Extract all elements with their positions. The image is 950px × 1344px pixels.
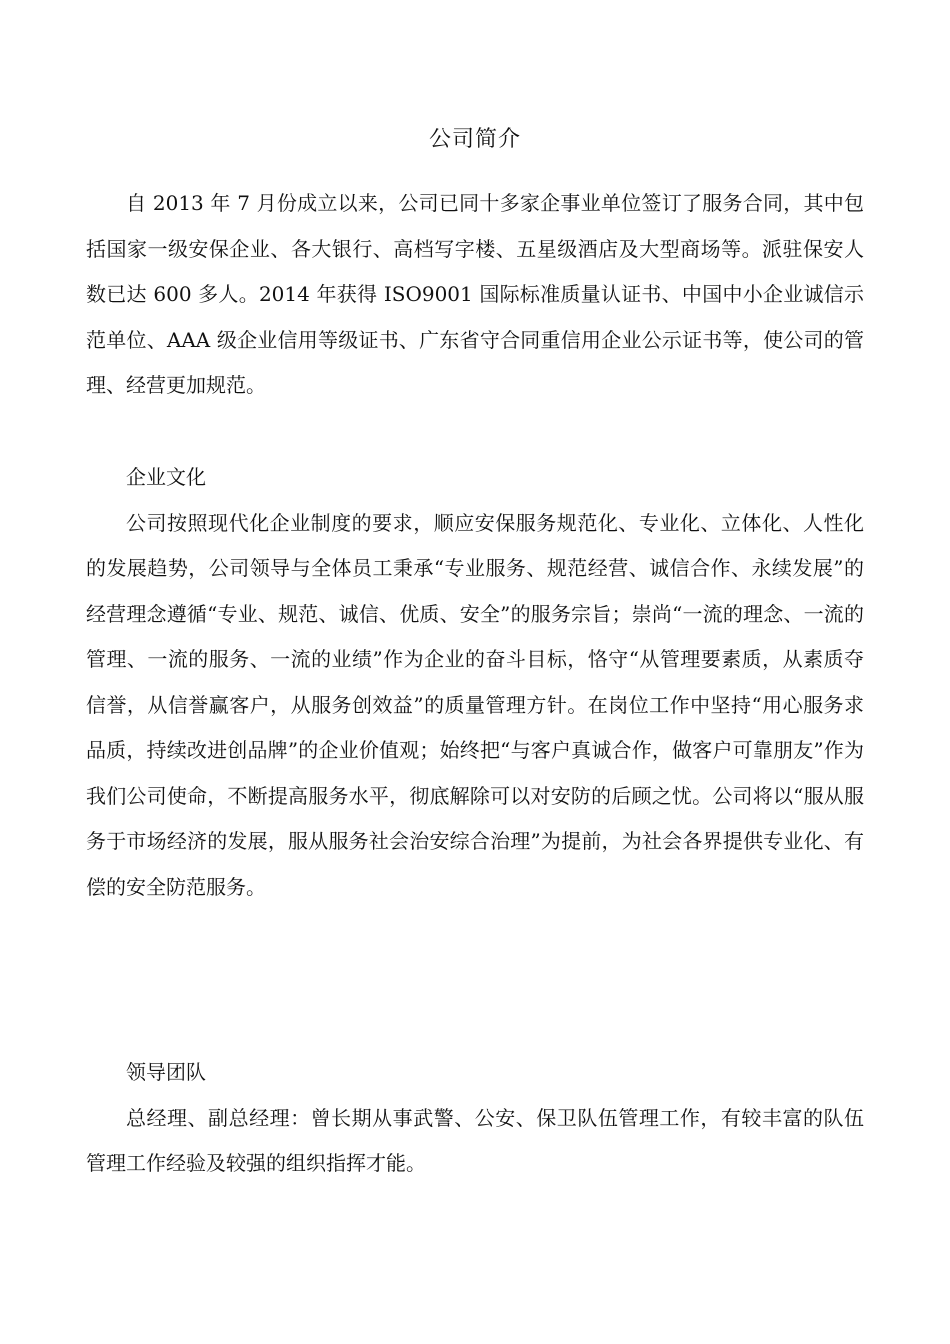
intro-section <box>86 181 864 409</box>
culture-paragraph: 公司按照现代化企业制度的要求，顺应安保服务规范化、专业化、立体化、人性化的发展趋势，公司领导与全体员工秉承“专业服务、规范经营、诚信合作、永续发展”的经营理念遵循“专业、规范、诚信、优质、安全”的服务宗旨；崇尚“一流的理念、一流的管理、一流的服务、一流的业绩”作为企业的奋斗目标，恪守“从管理要素质，从素质夺信誉，从信誉赢客户，从服务创效益”的质量管理方针。在岗位工作中坚持“用心服务求品质，持续改进创品牌”的企业价值观；始终把“与客户真诚合作，做客户可靠朋友”作为我们公司使命，不断提高服务水平，彻底解除可以对安防的后顾之忧。公司将以“服从服务于市场经济的发展，服从服务社会治安综合治理”为提前，为社会各界提供专业化、有偿的安全防范服务。 <box>86 510 864 899</box>
culture-heading: 企业文化 <box>126 465 206 489</box>
intro-paragraph: 自 2013 年 7 月份成立以来，公司已同十多家企事业单位签订了服务合同，其中包括国家一级安保企业、各大银行、高档写字楼、五星级酒店及大型商场等。派驻保安人数已达 600 多人。2014 年获得 ISO9001 国际标准质量认证书、中国中小企业诚信示范单位、AAA 级企业信用等级证书、广东省守合同重信用企业公示证书等，使公司的管理、经营更加规范。 <box>86 191 864 397</box>
document-title: 公司简介 <box>428 127 521 152</box>
culture-section <box>86 455 864 910</box>
leadership-heading: 领导团队 <box>126 1060 206 1084</box>
leadership-paragraph: 总经理、副总经理：曾长期从事武警、公安、保卫队伍管理工作，有较丰富的队伍管理工作经验及较强的组织指挥才能。 <box>86 1105 864 1175</box>
leadership-section <box>86 1050 864 1187</box>
